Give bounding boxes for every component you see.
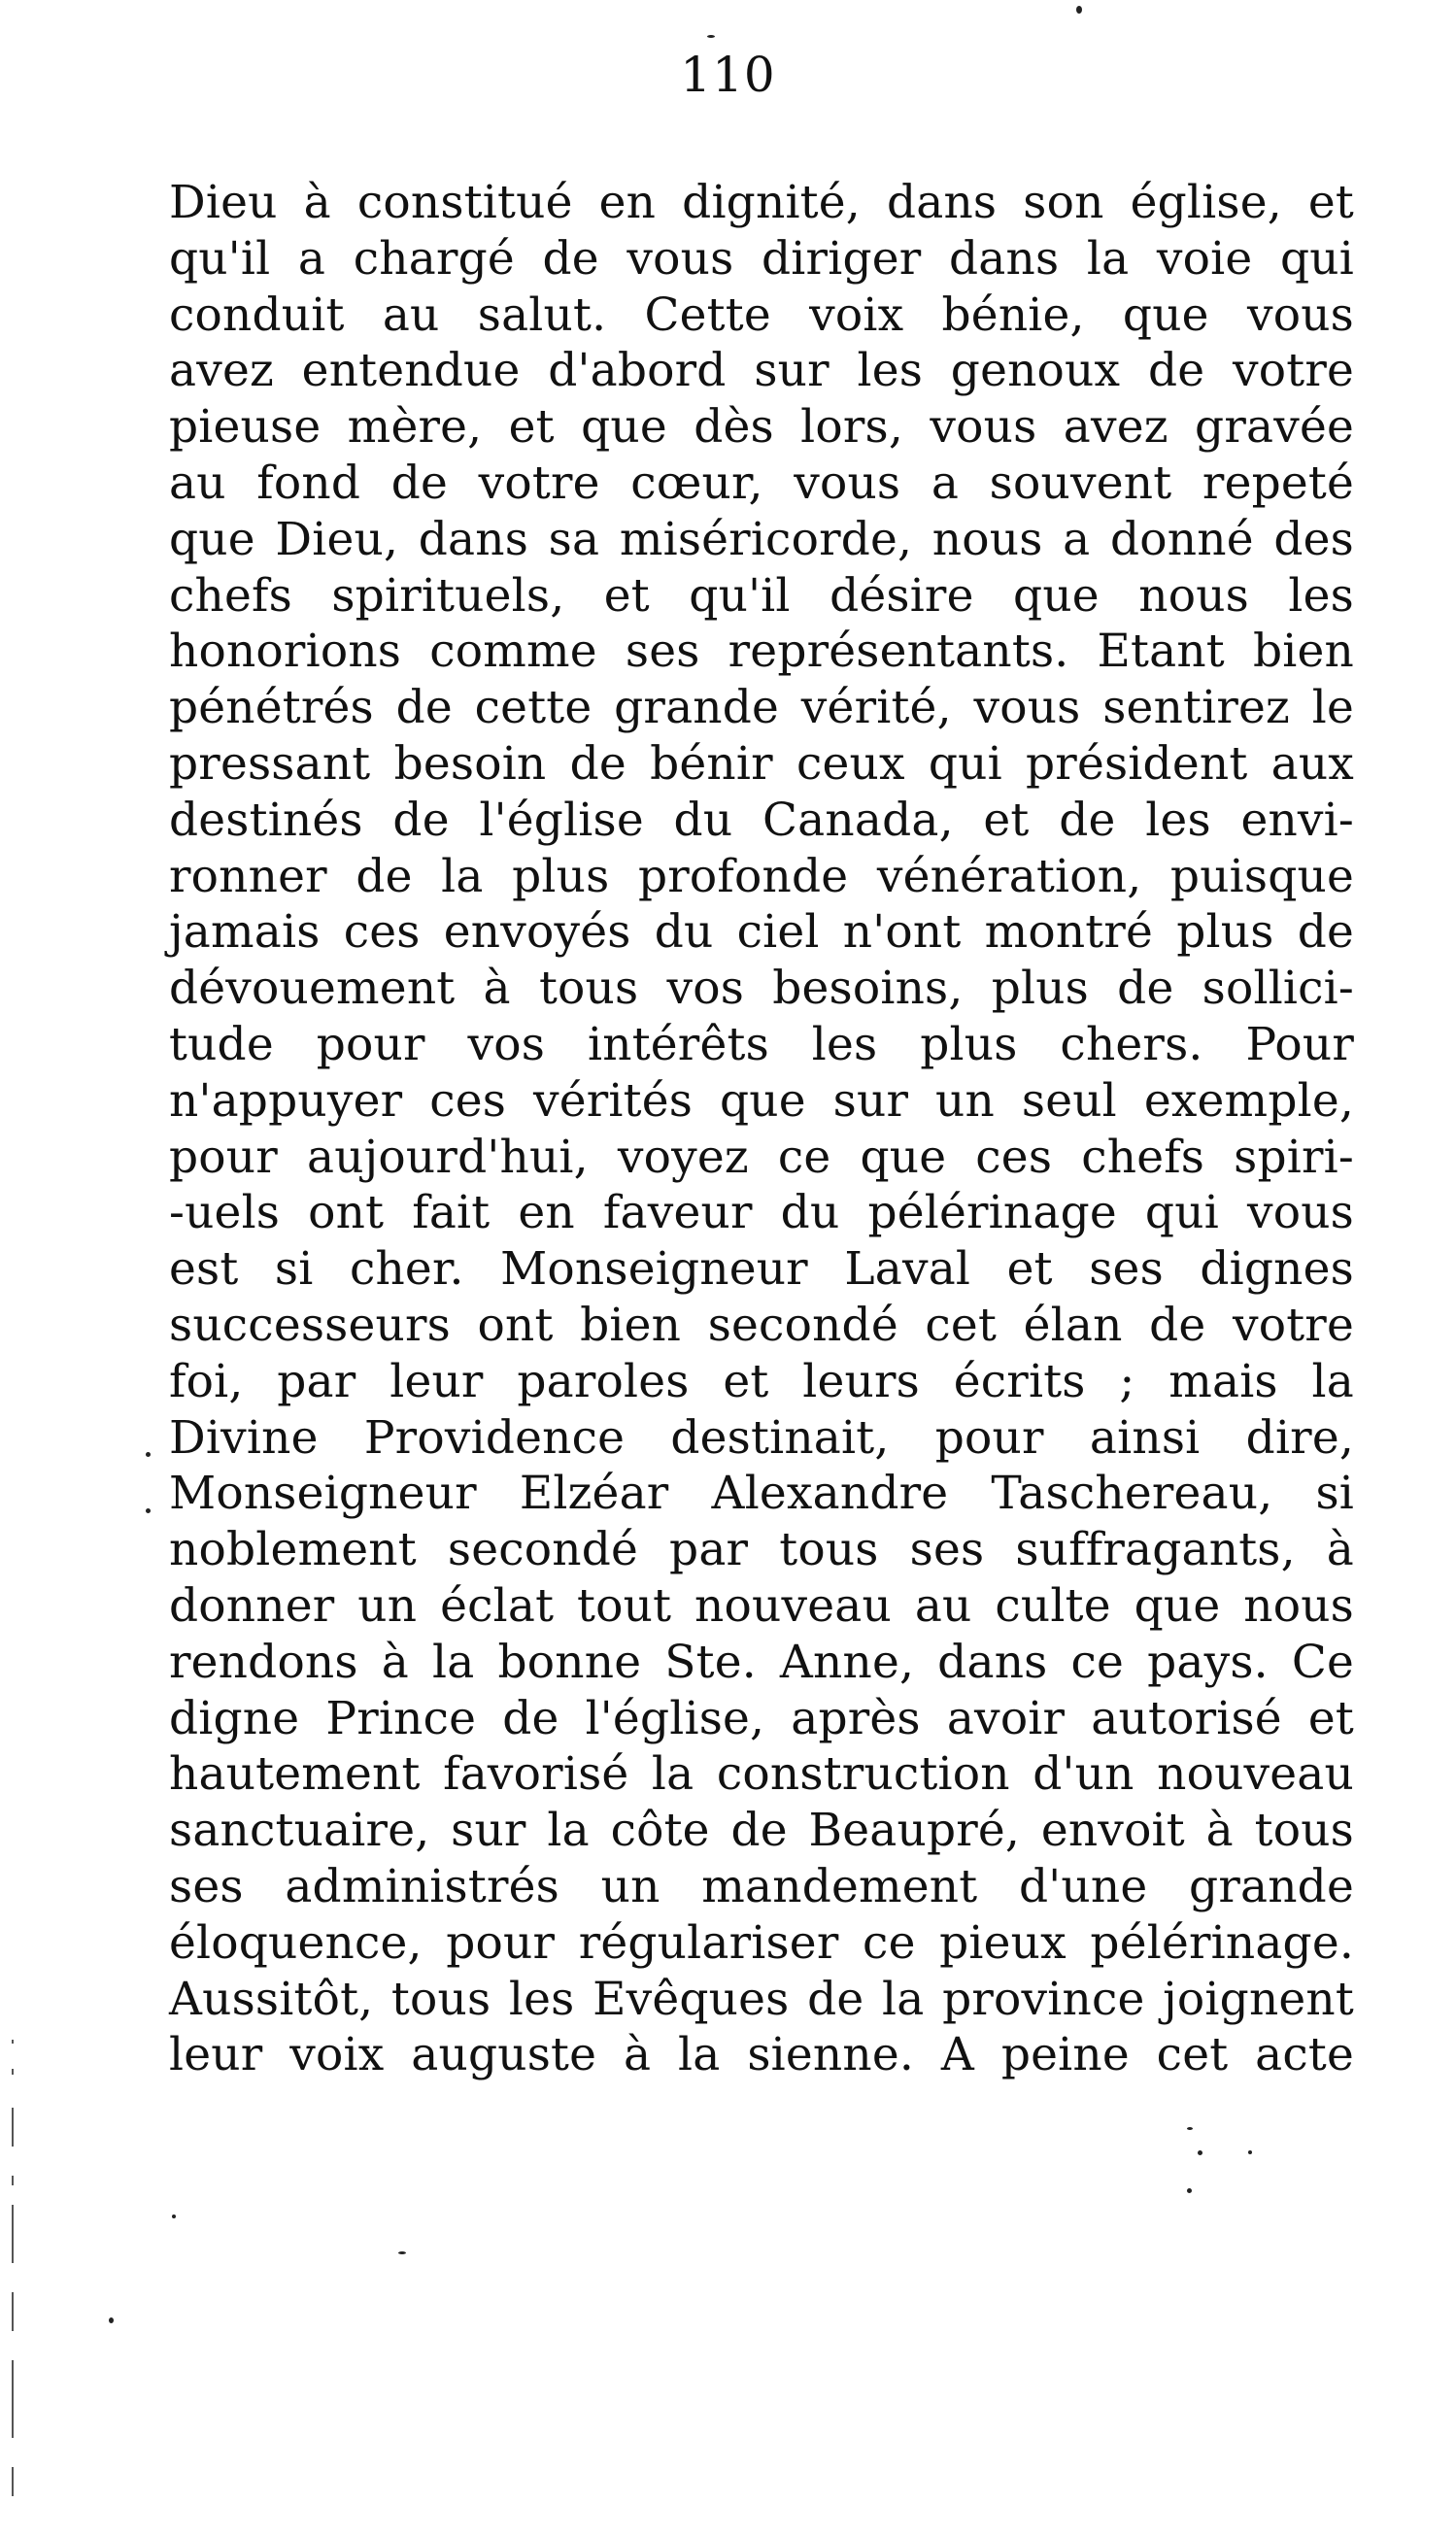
scan-speck (109, 2317, 114, 2323)
text-line: avez entendue d'abord sur les genoux de votre (169, 344, 1354, 398)
text-line: foi, par leur paroles et leurs écrits ; mais la (169, 1354, 1354, 1408)
scan-speck (146, 1508, 151, 1513)
text-line: tude pour vos intérêts les plus chers. Pour (169, 1017, 1354, 1071)
scan-speck (398, 2251, 406, 2254)
text-line: Dieu à constitué en dignité, dans son église, et (169, 176, 1354, 229)
scan-speck (1076, 6, 1082, 14)
text-line: ronner de la plus profonde vénération, puisque (169, 849, 1354, 903)
scan-speck (1248, 2150, 1252, 2154)
text-line: leur voix auguste à la sienne. A peine cet acte (169, 2028, 1354, 2082)
text-line: donner un éclat tout nouveau au culte que nous (169, 1578, 1354, 1633)
text-line: jamais ces envoyés du ciel n'ont montré plus de (169, 905, 1354, 960)
text-line: pieuse mère, et que dès lors, vous avez gravée (169, 400, 1354, 455)
text-line: éloquence, pour régulariser ce pieux pélérinage. (169, 1915, 1354, 1970)
text-line: sanctuaire, sur la côte de Beaupré, envoit à tous (169, 1804, 1354, 1858)
text-line: successeurs ont bien secondé cet élan de votre (169, 1298, 1354, 1352)
text-line: n'appuyer ces vérités que sur un seul exemple, (169, 1073, 1354, 1128)
scan-speck (172, 2215, 176, 2218)
text-line: rendons à la bonne Ste. Anne, dans ce pays. Ce (169, 1635, 1354, 1689)
scan-speck (146, 1452, 151, 1457)
text-line: hautement favorisé la construction d'un nouveau (169, 1747, 1354, 1802)
body-text (169, 175, 1354, 2083)
text-line: pour aujourd'hui, voyez ce que ces chefs spiri- (169, 1130, 1354, 1184)
scan-speck (1187, 2188, 1192, 2193)
text-line: ses administrés un mandement d'une grande (169, 1859, 1354, 1913)
text-line: Monseigneur Elzéar Alexandre Taschereau, si (169, 1467, 1354, 1521)
text-line: -uels ont fait en faveur du pélérinage qui vous (169, 1186, 1354, 1240)
page-number: 110 (680, 47, 776, 103)
text-line: chefs spirituels, et qu'il désire que nous les (169, 568, 1354, 623)
text-line: Aussitôt, tous les Evêques de la province joignent (169, 1972, 1354, 2026)
text-line: noblement secondé par tous ses suffragants, à (169, 1523, 1354, 1577)
scan-speck (707, 35, 715, 38)
scan-speck (1187, 2127, 1193, 2130)
text-line: est si cher. Monseigneur Laval et ses dignes (169, 1242, 1354, 1297)
text-line: pénétrés de cette grande vérité, vous sentirez le (169, 681, 1354, 735)
text-line: honorions comme ses représentants. Etant bien (169, 625, 1354, 679)
text-line: conduit au salut. Cette voix bénie, que vous (169, 287, 1354, 342)
text-line: que Dieu, dans sa miséricorde, nous a donné des (169, 512, 1354, 566)
text-line: digne Prince de l'église, après avoir autorisé et (169, 1691, 1354, 1745)
text-line: destinés de l'église du Canada, et de les envi- (169, 793, 1354, 847)
scan-speck (1198, 2150, 1202, 2155)
text-line: au fond de votre cœur, vous a souvent repeté (169, 456, 1354, 510)
text-line: qu'il a chargé de vous diriger dans la voie qui (169, 231, 1354, 286)
text-line: pressant besoin de bénir ceux qui président aux (169, 736, 1354, 791)
margin-scan-marks (8, 2040, 19, 2506)
text-line: dévouement à tous vos besoins, plus de sollici- (169, 962, 1354, 1016)
text-line: Divine Providence destinait, pour ainsi dire, (169, 1410, 1354, 1465)
